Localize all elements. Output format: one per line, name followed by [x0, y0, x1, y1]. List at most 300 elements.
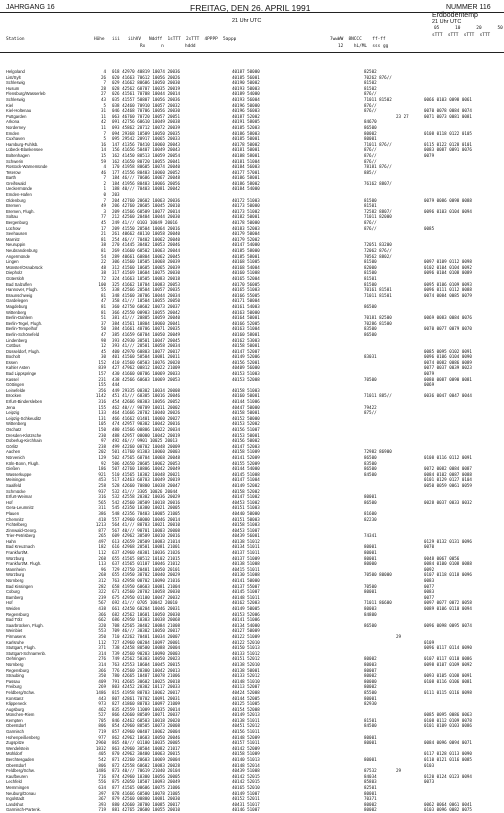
synop-group-c: 82501: [364, 785, 377, 790]
synop-group-b: 40172 51003: [232, 197, 260, 203]
synop-group-b: 40133 51012: [232, 650, 260, 656]
synop-group-b: 40144 52005: [232, 695, 260, 701]
synop-group-b: 40165 52010: [232, 785, 260, 790]
synop-group-a: 564 41/// 80703 10021 20010: [112, 522, 181, 528]
synop-group-a: 710 42262 70401 10034 20007: [112, 633, 181, 639]
synop-group-a: 502 47565 60704 10068 20048: [112, 454, 181, 460]
synop-group-a: 507 42760 10806 10042 20049: [112, 466, 181, 472]
station-height: 4: [103, 69, 106, 74]
synop-group-b: 40150 51013: [232, 645, 260, 651]
header-rule-bottom: [0, 52, 504, 53]
station-height: 112: [98, 639, 106, 645]
synop-group-c: 86500: [364, 466, 377, 472]
station-name: Emden-Hafen: [6, 192, 32, 198]
station-name: Bremen, Flugh.: [6, 208, 35, 214]
column-group2-sub: 12 hL/ML sss gg: [338, 44, 389, 49]
station-height: 269: [98, 684, 106, 690]
synop-group-c: 81500: [364, 259, 377, 265]
synop-group-c: 80002: [364, 673, 377, 679]
station-name: Stuttgart-Schnarrenb.: [6, 650, 47, 656]
synop-group-a: 400 42970 60803 10077 20017: [112, 348, 181, 354]
synop-group-a: 393 41/// 20501 10058 20034: [112, 343, 181, 349]
station-height: 453: [98, 477, 106, 483]
synop-group-a: 545 42350 10300 10021 20005: [112, 505, 181, 511]
soil-temperatures: 0083: [424, 589, 435, 595]
station-name: Neuburg/Donau: [6, 790, 36, 796]
synop-group-b: 40409 56000: [232, 365, 260, 371]
synop-group-b: 40158 50001: [232, 410, 260, 416]
station-name: Angermünde: [6, 253, 30, 259]
station-name: Wendelstein: [6, 745, 29, 751]
synop-group-a: 038 42460 70910 10057 20032: [112, 102, 181, 108]
station-height: 3: [103, 208, 106, 214]
synop-group-a: 532 41/// 3305 10026 20044: [112, 488, 178, 494]
synop-group-c: 71011 86600: [364, 600, 392, 606]
synop-group-b: 40122 52010: [232, 639, 260, 645]
synop-group-b: 40447 50000: [232, 404, 260, 410]
station-height: 937: [98, 488, 106, 494]
station-height: 182: [98, 544, 106, 550]
station-name: Oberstdorf: [6, 723, 26, 729]
synop-group-c: 71011 81502: [364, 96, 392, 102]
soil-temperatures: 0074 0084 0085 0079: [424, 292, 472, 298]
synop-group-a: 763 42553 10604 10045 20015: [112, 661, 181, 667]
synop-group-b: 40148 51011: [232, 594, 260, 600]
synop-group-a: 306 41560 10505 10068 20039: [112, 259, 181, 265]
synop-group-b: 40149 52013: [232, 712, 260, 718]
station-height: 662: [98, 617, 106, 623]
station-height: 438: [98, 606, 106, 611]
synop-group-c: 80002: [364, 801, 377, 807]
observation-time: 21 Uhr UTC: [232, 18, 262, 24]
synop-group-b: 40158 51003: [232, 387, 260, 393]
synop-group-c: 80003: [364, 606, 377, 611]
synop-group-a: 269 41660 60502 10063 20044: [112, 248, 181, 253]
synop-group-b: 40134 54000: [232, 622, 260, 628]
synop-group-b: 40184 56003: [232, 164, 260, 170]
station-name: Marnitz: [6, 236, 20, 242]
station-height: 393: [98, 801, 106, 807]
station-name: Nürnberg: [6, 578, 24, 584]
station-height: 2: [103, 180, 106, 186]
station-name: Bad Kreuznach: [6, 544, 35, 550]
station-height: 462: [98, 706, 106, 712]
station-name: Erfurt-Weimar: [6, 494, 32, 500]
synop-group-c: 876//: [364, 102, 377, 108]
station-name: Plauen: [6, 510, 20, 516]
soil-temperatures: 0117 0128 0113 0090: [424, 751, 472, 757]
synop-group-c: 80001: [364, 550, 377, 556]
synop-group-a: 209 41550 20504 10064 20016: [112, 225, 181, 231]
station-name: Erfurt-Bindersleben: [6, 399, 43, 405]
synop-group-b: 40154 52008: [232, 706, 260, 712]
soil-temperatures: 0101 0129 0127 0104: [424, 477, 472, 483]
volume-label: JAHRGANG 16: [6, 4, 55, 11]
synop-group-b: 40137 51009: [232, 555, 260, 561]
station-name: Wasserkuppe: [6, 471, 32, 477]
column-group1-sub: Rx n hddd: [140, 44, 196, 49]
synop-group-b: 40142 52015: [232, 773, 260, 779]
soil-temp-heading: Erdbodentemp: [432, 12, 478, 19]
synop-group-c: 80001: [364, 494, 377, 500]
station-height: 258: [98, 482, 106, 488]
synop-group-b: 40153 51003: [232, 371, 260, 377]
soil-temperatures: 0048 0067 0056: [424, 555, 460, 561]
station-height: 38: [100, 270, 106, 276]
station-height: 418: [98, 516, 106, 522]
soil-temperatures: 0102 0104 0104 0092: [424, 264, 472, 270]
synop-group-c: 72982 86900: [364, 449, 392, 455]
soil-temperatures: 0109: [424, 639, 435, 645]
synop-group-c: 86500: [364, 303, 377, 309]
synop-group-c: 80002: [364, 656, 377, 662]
synop-group-b: 40140 51013: [232, 757, 260, 763]
table-row: [0, 807, 504, 813]
station-name: Würzburg: [6, 555, 25, 561]
synop-group-a: 162 41650 80720 10055 20041: [112, 158, 181, 164]
synop-group-a: 449 29335 00302 10034 20008: [112, 387, 181, 393]
synop-group-c: 80002: [364, 684, 377, 690]
station-name: Memmingen: [6, 785, 30, 790]
column-group1: iii iihVV Nddff 1sTTT 2sTTT 4PPPP 5appp: [112, 37, 237, 42]
station-height: 186: [98, 466, 106, 472]
synop-group-b: 40166 55005: [232, 292, 260, 298]
station-height: 37: [100, 320, 106, 326]
station-name: Bocholt: [6, 354, 20, 360]
station-name: Mannheim: [6, 566, 26, 572]
synop-group-a: 510 41565 10302 10048 20021: [112, 471, 181, 477]
station-height: 806: [98, 762, 106, 768]
station-name: Braunschweig: [6, 292, 33, 298]
synop-group-a: 727 42960 00204 10097 20001: [112, 639, 181, 645]
station-height: 81: [100, 303, 106, 309]
synop-group-a: 616 42968 20501 10081 21001: [112, 544, 181, 550]
station-height: 129: [98, 454, 106, 460]
station-name: Leipzig: [6, 410, 20, 416]
station-height: 5: [103, 102, 106, 108]
station-name: Münster/Osnabrück: [6, 264, 43, 270]
synop-group-a: 803 42452 20302 10117 20033: [112, 684, 181, 690]
station-height: 443: [98, 695, 106, 701]
soil-temperatures: 0069: [424, 382, 435, 388]
station-name: Saarbrücken, Flugh.: [6, 622, 44, 628]
synop-group-a: 046 42468 70706 10056 20030: [112, 108, 181, 114]
synop-group-c: 875//: [364, 410, 377, 416]
synop-group-b: 40165 51003: [232, 287, 260, 293]
synop-group-a: 410 41560 60503 10076 20020: [112, 359, 181, 365]
synop-group-a: 454 42666 80303 10056 20052: [112, 399, 181, 405]
synop-group-a: 865 40/// 01100 10035 20005: [112, 740, 181, 746]
synop-group-b: 40151 52012: [232, 656, 260, 662]
station-name: München-Riem: [6, 712, 35, 718]
synop-group-a: 609 42962 30509 10010 20016: [112, 533, 181, 539]
station-height: 46: [100, 169, 106, 175]
station-name: Wittenberg: [6, 421, 27, 427]
station-height: 30: [100, 354, 106, 360]
synop-group-a: 879 42560 00800 10081 20030: [112, 796, 181, 802]
synop-group-a: 658 41950 60603 10081 21004: [112, 583, 181, 589]
station-name: Doberlug-Kirchhain: [6, 438, 42, 444]
station-height: 96: [100, 566, 106, 572]
synop-group-c: 85500: [364, 689, 377, 695]
station-height: 238: [98, 443, 106, 449]
synop-group-b: 40451 52012: [232, 723, 260, 729]
soil-temperatures: 0096 0111 0112 0088: [424, 287, 472, 293]
synop-group-b: 40185 58000: [232, 248, 260, 253]
synop-group-a: 776 42560 20300 10042 20013: [112, 667, 181, 673]
synop-group-b: 40152 52011: [232, 796, 260, 802]
station-name: Chemnitz: [6, 516, 24, 522]
station-name: Straubing: [6, 673, 24, 679]
station-height: 397: [98, 790, 106, 796]
synop-group-a: 438 42566 60603 10069 20053: [112, 376, 181, 382]
synop-group-b: 40153 50001: [232, 432, 260, 438]
synop-group-a: 212 42560 20404 10044 20030: [112, 214, 181, 220]
soil-columns: sTTT sTTT sTTT sTTT: [432, 33, 491, 38]
synop-group-c: 70181 82500: [364, 315, 392, 321]
station-name: Berlin-Schönefeld: [6, 331, 40, 337]
synop-group-b: 40186 58001: [232, 175, 260, 181]
station-name: Bergenburg: [6, 220, 28, 226]
station-name: Ueckermünde: [6, 186, 33, 192]
synop-group-d: 29: [396, 768, 402, 774]
column-height: Höhe: [94, 37, 105, 42]
synop-group-a: 094 29368 10509 10050 20035: [112, 130, 181, 136]
synop-group-c: 84034: [364, 773, 377, 779]
station-height: 54: [100, 253, 106, 259]
station-name: Hof: [6, 499, 13, 505]
synop-group-c: 80001: [364, 757, 377, 763]
station-height: 839: [98, 365, 106, 371]
synop-group-a: 381 41/// 20805 10059 20040: [112, 315, 181, 321]
synop-group-a: 874 42960 10300 10056 20005: [112, 773, 181, 779]
station-name: Puttgarden: [6, 113, 27, 119]
soil-temperatures: 0101 0109 0103 0086: [424, 723, 472, 729]
synop-group-c: 81501: [364, 203, 377, 209]
synop-group-b: 40181 50001: [232, 147, 260, 153]
station-height: 133: [98, 410, 106, 416]
synop-group-c: 82502: [364, 69, 377, 74]
soil-temperatures: 0093 0105 0108 0091: [424, 673, 472, 679]
synop-group-b: 40179 52002: [232, 236, 260, 242]
synop-group-a: 873 40/// 70619 21040 20104: [112, 768, 181, 774]
synop-group-c: 70500 80000: [364, 572, 392, 578]
synop-group-a: 880 42660 30700 10085 20017: [112, 801, 181, 807]
station-name: Greifswald: [6, 180, 26, 186]
soil-temperatures: 0096 0104 0108 0089: [424, 270, 472, 276]
station-height: 105: [98, 421, 106, 427]
soil-temperatures: 0107 0117 0110 0086: [424, 656, 472, 662]
station-height: 81: [100, 309, 106, 315]
station-height: 1832: [95, 745, 106, 751]
soil-temperatures: 0096 0103 0104 0094: [424, 208, 472, 214]
station-height: 157: [98, 371, 106, 377]
synop-group-a: 020 41663 70612 10056 20026: [112, 74, 181, 80]
synop-group-a: 091 42756 60610 10049 20038: [112, 119, 181, 125]
synop-group-c: 876//: [364, 108, 377, 114]
station-height: 0: [103, 192, 106, 198]
synop-group-b: 40453 51002: [232, 499, 260, 505]
station-height: 152: [98, 359, 106, 365]
station-name: Düsseldorf, Flugh.: [6, 348, 40, 354]
station-height: 45: [100, 220, 106, 226]
soil-temperatures: 0083 0087 0091 0076: [424, 147, 472, 153]
synop-group-b: 40153 52008: [232, 376, 260, 382]
synop-group-a: 184 46/// 70606 10067 20048: [112, 175, 181, 181]
synop-group-b: 40155 52009: [232, 460, 260, 466]
station-name: Magdeburg: [6, 303, 28, 309]
synop-group-b: 40166 52005: [232, 320, 260, 326]
synop-group-c: 84500: [364, 471, 377, 477]
station-height: 320: [98, 622, 106, 628]
station-height: 350: [98, 673, 106, 679]
synop-group-b: 40153 52002: [232, 421, 260, 427]
station-name: Aachen: [6, 449, 21, 455]
synop-group-b: 40168 51005: [232, 259, 260, 265]
synop-group-a: 881 42765 20600 10055 20010: [112, 807, 181, 813]
synop-group-a: 875 42050 10507 10093 20049: [112, 779, 181, 785]
synop-group-c: 70371: [364, 796, 377, 802]
station-height: 15: [100, 152, 106, 158]
synop-group-a: 338 42566 20504 10057 20035: [112, 287, 181, 293]
station-name: Hohenpeißenberg: [6, 734, 40, 740]
synop-group-c: 70286 81500: [364, 320, 392, 326]
station-height: 527: [98, 712, 106, 718]
synop-group-a: 499 42260 00702 10048 20009: [112, 443, 181, 449]
synop-group-c: 83500: [364, 460, 377, 466]
synop-group-a: 462 40/// 90709 10011 20002: [112, 404, 181, 410]
station-height: 565: [98, 499, 106, 505]
station-name: Boltenhagen: [6, 152, 30, 158]
synop-group-c: 81600: [364, 510, 377, 516]
station-height: 409: [98, 678, 106, 684]
station-name: Bad Kissingen: [6, 583, 33, 589]
station-name: Hannover, Flugh.: [6, 287, 38, 293]
soil-temperatures: 0089 0106 0110 0094: [424, 606, 472, 611]
station-name: Zinnwald-Georg.: [6, 527, 37, 533]
synop-group-a: 655 41950 30702 10040 20029: [112, 572, 181, 578]
synop-group-b: 40130 51008: [232, 572, 260, 578]
station-name: Oldenburg: [6, 197, 26, 203]
synop-group-a: 401 41560 50504 10081 20011: [112, 354, 181, 360]
synop-group-a: 289 40661 60804 10062 20045: [112, 253, 181, 259]
synop-group-b: 40138 52010: [232, 661, 260, 667]
synop-group-c: 70161 81501: [364, 287, 392, 293]
soil-temperatures: 0120 0124 0123 0094: [424, 773, 472, 779]
synop-group-a: 035 41557 50807 10056 20036: [112, 96, 181, 102]
synop-group-b: 40141 51006: [232, 617, 260, 623]
station-name: Lechfeld: [6, 779, 22, 785]
synop-group-c: 71011 876//: [364, 141, 392, 147]
synop-group-b: 40161 54003: [232, 303, 260, 309]
synop-group-b: 40185 56001: [232, 74, 260, 80]
station-height: 81: [100, 292, 106, 298]
station-name: Weinbiet: [6, 628, 23, 634]
synop-group-b: 40141 52009: [232, 454, 260, 460]
synop-group-b: 40144 51006: [232, 399, 260, 405]
synop-group-b: 40160 58001: [232, 331, 260, 337]
synop-group-b: 40147 54000: [232, 242, 260, 248]
station-name: Gera-Leumnitz: [6, 505, 34, 511]
station-height: 7: [103, 175, 106, 181]
soil-temperatures: 0097 0109 0112 0098: [424, 259, 472, 265]
soil-temperatures: 0077: [424, 594, 435, 600]
soil-temperatures: 0077 0037 0039 0023: [424, 365, 472, 371]
station-height: 716: [98, 773, 106, 779]
station-height: 97: [100, 438, 106, 444]
station-height: 276: [98, 656, 106, 662]
station-name: Kiel-Holtenau: [6, 108, 32, 114]
synop-group-b: 40145 51008: [232, 471, 260, 477]
synop-group-a: 348 41560 30706 10044 20034: [112, 292, 181, 298]
synop-group-b: 40168 54004: [232, 264, 260, 270]
station-name: Bremen: [6, 203, 21, 209]
synop-group-b: 40156 51007: [232, 427, 260, 432]
synop-group-b: 40138 51011: [232, 717, 260, 723]
station-name: Essen: [6, 359, 18, 365]
synop-group-a: 492 46/// 9901 10025 20013: [112, 438, 178, 444]
station-name: Flensburg/Wasserleb: [6, 91, 46, 97]
station-height: 4: [103, 164, 106, 170]
synop-group-a: 360 42750 60602 10073 20037: [112, 303, 181, 309]
station-height: 719: [98, 729, 106, 735]
station-name: Landshut: [6, 801, 24, 807]
synop-group-b: 40191 58005: [232, 119, 260, 125]
synop-group-a: 709 46/// 30302 10050 20017: [112, 628, 181, 634]
station-name: Neubrandenburg: [6, 248, 38, 253]
synop-group-b: 40147 52003: [232, 443, 260, 449]
synop-group-a: 018 42970 40819 10074 20036: [112, 69, 181, 74]
soil-temperatures: 0079: [424, 371, 435, 377]
station-height: 366: [98, 667, 106, 673]
station-height: 386: [98, 510, 106, 516]
station-height: 47: [100, 331, 106, 337]
soil-temperatures: 0084 0100 0108 0088: [424, 561, 472, 567]
station-height: 92: [100, 460, 106, 466]
synop-group-c: 82000: [364, 264, 377, 270]
synop-group-c: 80001: [364, 589, 377, 595]
station-height: 26: [100, 74, 106, 80]
station-name: Weiden: [6, 606, 21, 611]
synop-group-b: 40137 55007: [232, 583, 260, 589]
synop-group-a: 317 41569 10604 10075 20030: [112, 270, 181, 276]
synop-group-a: 444: [112, 382, 120, 388]
station-height: 634: [98, 785, 106, 790]
station-height: 282: [98, 583, 106, 589]
station-height: 113: [98, 561, 106, 567]
synop-group-a: 857 42960 00407 10062 20004: [112, 729, 181, 735]
station-height: 77: [100, 214, 106, 220]
synop-group-b: 40165 52004: [232, 275, 260, 281]
soil-temperatures: 0071 0073 0081 0081: [424, 113, 472, 119]
station-height: 719: [98, 807, 106, 813]
synop-group-c: 72582 8807/: [364, 208, 392, 214]
station-name: Lüchow: [6, 225, 21, 231]
synop-group-b: 40151 50003: [232, 516, 260, 522]
synop-group-a: 026 41561 70708 10044 20014: [112, 91, 181, 97]
station-height: 7: [103, 197, 106, 203]
synop-group-a: 517 42463 60703 10049 20019: [112, 477, 181, 483]
synop-group-b: 40187 50000: [232, 69, 260, 74]
station-name: Oschatz: [6, 427, 22, 432]
synop-group-c: 70500: [364, 376, 377, 382]
synop-group-c: 82930: [364, 701, 377, 707]
station-name: Schleswig: [6, 80, 25, 86]
soil-temperatures: 0085: [424, 225, 435, 231]
synop-group-d: 23 27: [396, 113, 409, 119]
synop-group-a: 029 41662 80606 10050 20030: [112, 80, 181, 86]
synop-group-b: 40184 54000: [232, 186, 260, 192]
